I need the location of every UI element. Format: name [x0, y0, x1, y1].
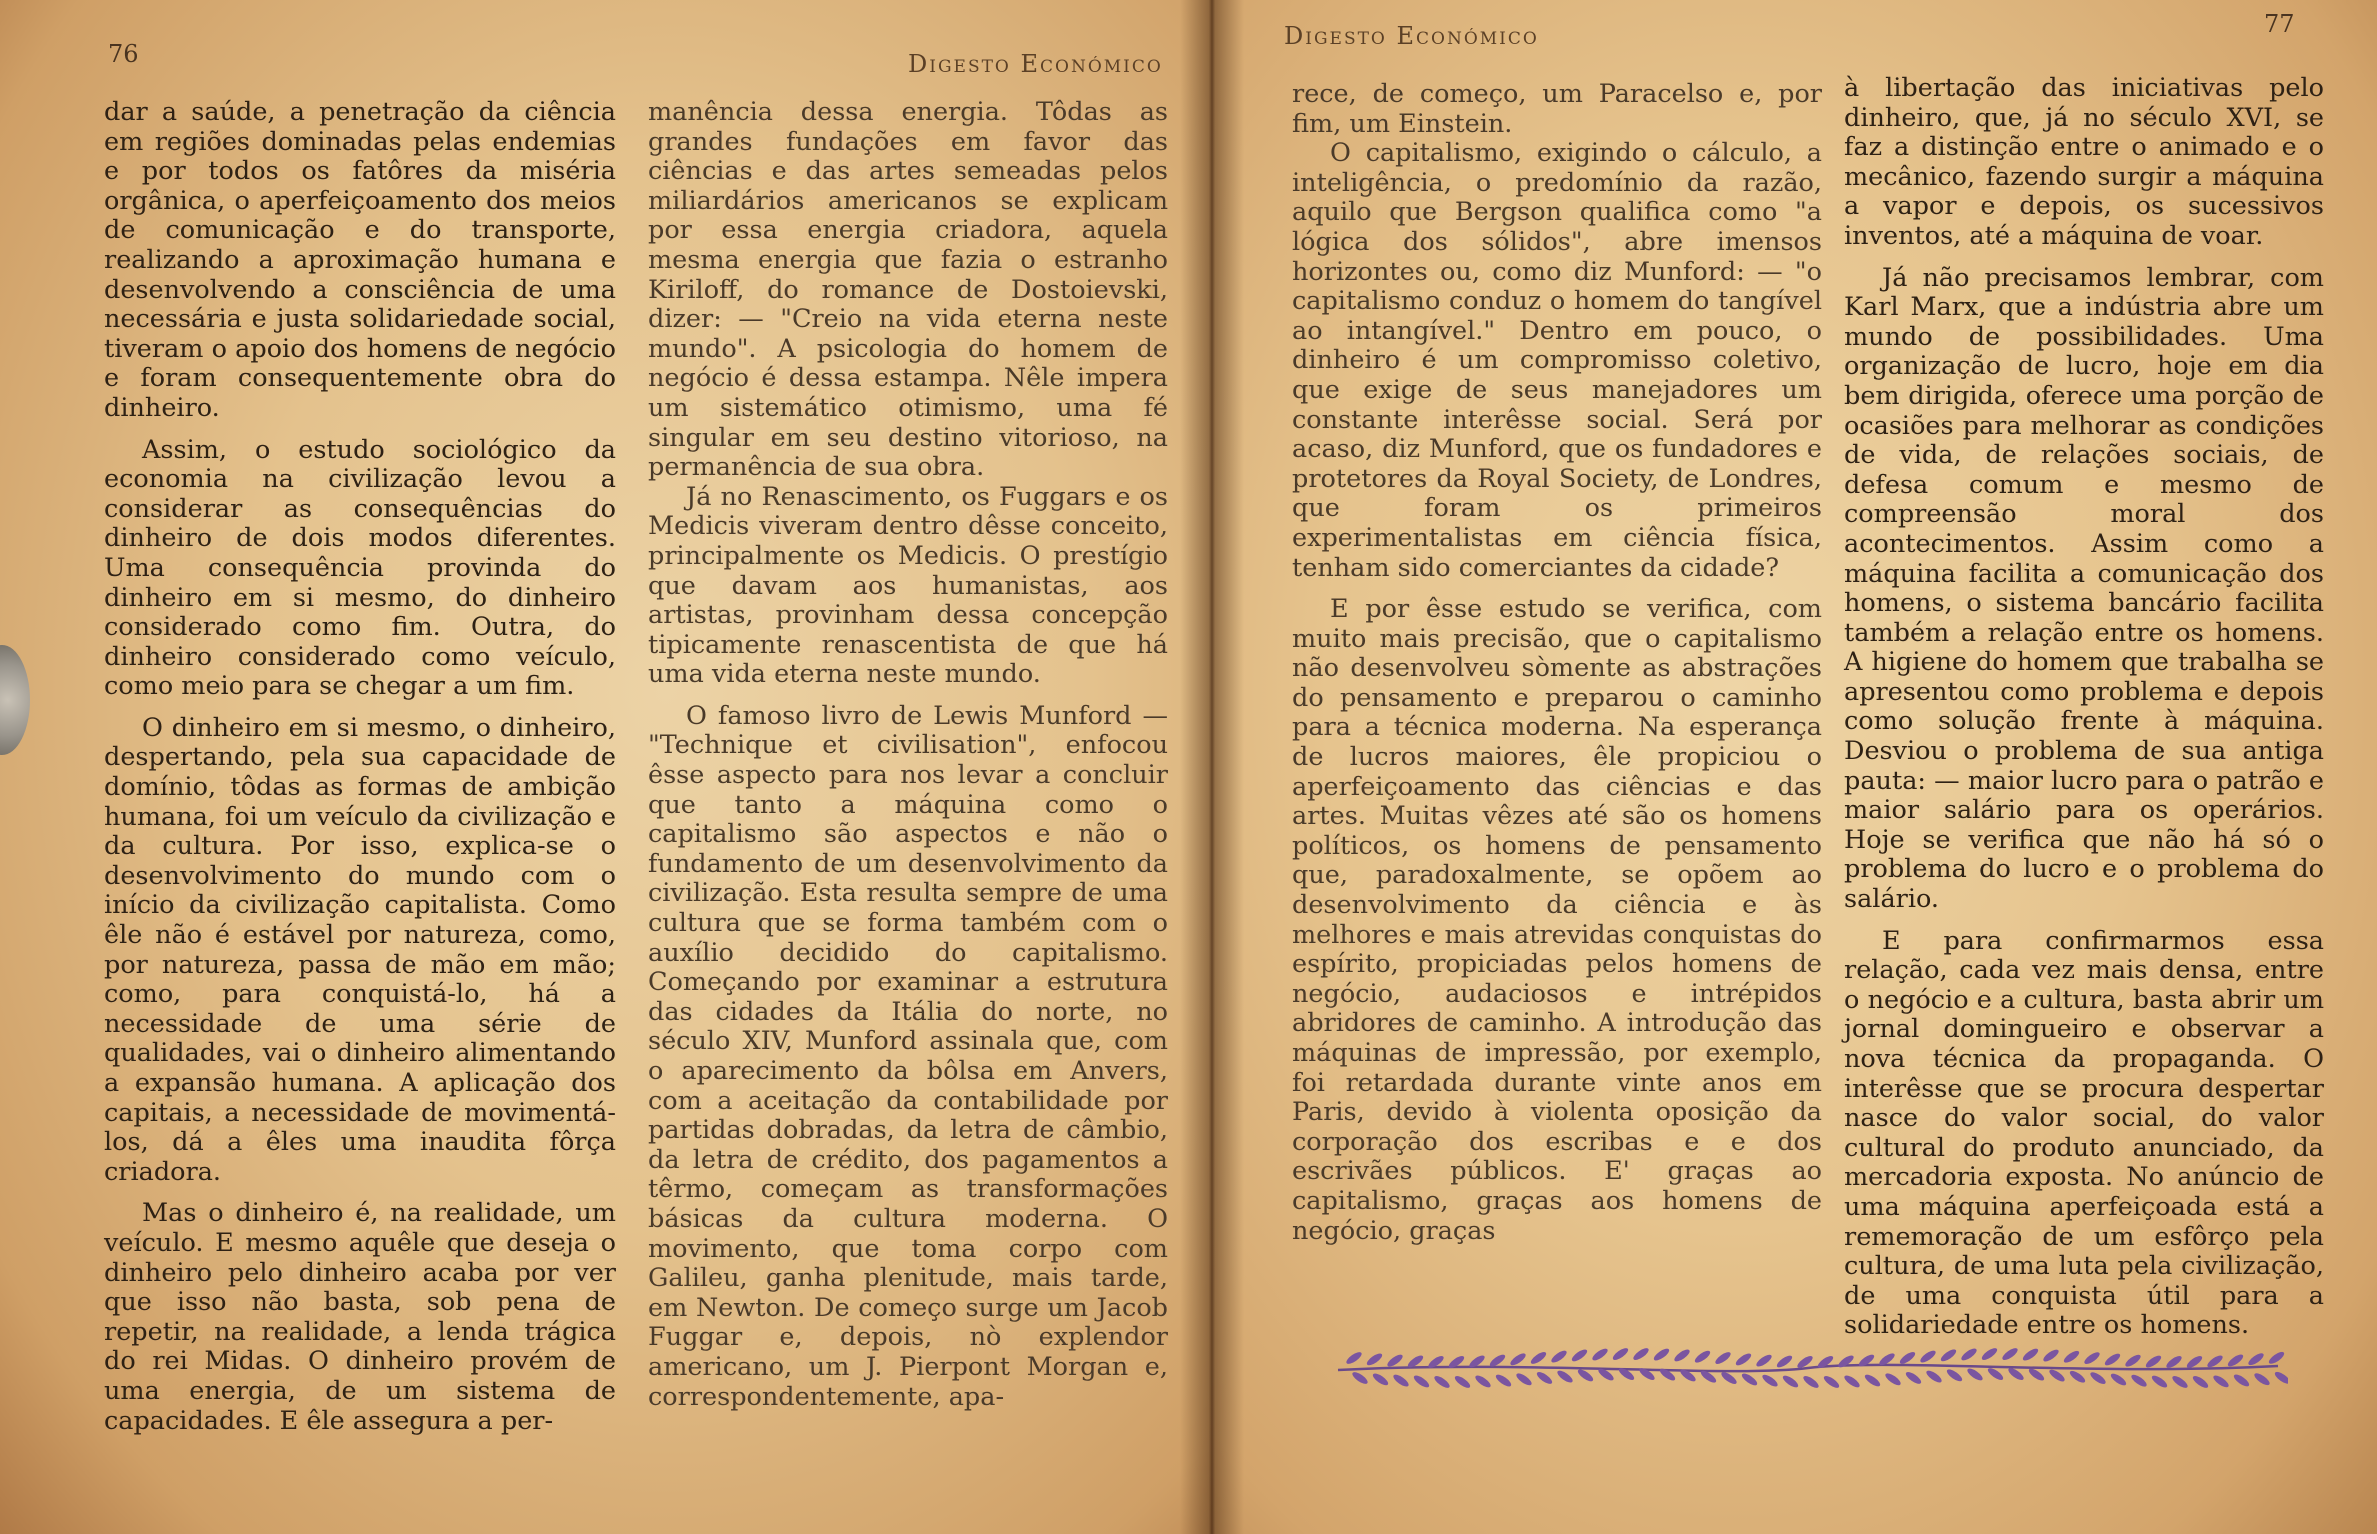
paragraph: E por êsse estudo se verifica, com muito mais precisão, que o capitalismo não desenvolveu sòmente as abstrações do pensamento e preparou o caminho para a técnica moderna. Na esperança de lucros maiores, êle propiciou o aperfeiçoamento das ciências e das artes. Muitas vêzes até são os homens políticos, os homens de pensamento que, paradoxalmente, se opõem ao desenvolvimento da ciência e às melhores e mais atrevidas conquistas do espírito, propiciadas pelos homens de negócio, audaciosos e intrépidos abridores de caminho. A introdução das máquinas de impressão, por exemplo, foi retardada durante vinte anos em Paris, devido à violenta oposição da corporação dos escribas e e dos escrivães públicos. E' graças ao capitalismo, graças aos homens de negócio, graças: [1292, 594, 1822, 1246]
paragraph: O capitalismo, exigindo o cálculo, a inteligência, o predomínio da razão, aquilo que Bergson qualifica como "a lógica dos sólidos", abre imensos horizontes ou, como diz Munford: — "o capitalismo conduz o homem do tangível ao intangível." Dentro em pouco, o dinheiro é um compromisso coletivo, que exige de seus manejadores um constante interêsse social. Será por acaso, diz Munford, que os fundadores e protetores da Royal Society, de Londres, que foram os primeiros experimentalistas em ciência física, tenham sido comerciantes da cidade?: [1292, 138, 1822, 583]
paragraph: dar a saúde, a penetração da ciência em regiões dominadas pelas endemias e por todos os fatôres da miséria orgânica, o aperfeiçoamento dos meios de comunicação e do transporte, realizando a aproximação humana e desenvolvendo a consciência de uma necessária e justa solidariedade social, tiveram o apoio dos homens de negócio e foram consequentemente obra do dinheiro.: [104, 97, 616, 423]
paragraph: à libertação das iniciativas pelo dinheiro, que, já no século XVI, se faz a distinção entre o animado e o mecânico, fazendo surgir a máquina a vapor e depois, os sucessivos inventos, até a máquina de voar.: [1844, 73, 2324, 251]
text-column-1: [104, 98, 616, 1436]
paragraph: Já não precisamos lembrar, com Karl Marx, que a indústria abre um mundo de possibilidades. Uma organização de lucro, hoje em dia bem dirigida, oferece uma porção de ocasiões para melhorar as condições de vida, de relações sociais, de defesa comum e mesmo de compreensão moral dos acontecimentos. Assim como a máquina facilita a comunicação dos homens, o sistema bancário facilita também a relação entre os homens. A higiene do homem que trabalha se apresentou como problema e depois como solução frente à máquina. Desviou o problema de sua antiga pauta: — maior lucro para o patrão e maior salário para os operários. Hoje se verifica que não há só o problema do lucro e o problema do salário.: [1844, 262, 2324, 915]
paragraph: manência dessa energia. Tôdas as grandes fundações em favor das ciências e das artes semeadas pelos miliardários americanos se explicam por essa energia criadora, aquela mesma energia que fazia o estranho Kiriloff, do romance de Dostoievski, dizer: — "Creio na vida eterna neste mundo". A psicologia do homem de negócio é dessa estampa. Nêle impera um sistemático otimismo, uma fé singular em seu destino vitorioso, na permanência de sua obra.: [648, 97, 1168, 483]
paragraph: E para confirmarmos essa relação, cada vez mais densa, entre o negócio e a cultura, basta abrir um jornal domingueiro e observar a nova técnica da propaganda. O interêsse que se procura despertar nasce do valor social, do valor cultural do produto anunciado, da mercadoria exposta. No anúncio de uma máquina aperfeiçoada está a rememoração de um esfôrço pela cultura, de uma luta pela civilização, de uma conquista útil para a solidariedade entre os homens.: [1844, 925, 2324, 1341]
laurel-vine-ornament: [1328, 1330, 2288, 1400]
right-page: [1212, 0, 2377, 1534]
paragraph: rece, de começo, um Paracelso e, por fim, um Einstein.: [1292, 79, 1822, 139]
text-column-2: [1844, 74, 2324, 1341]
page-number: 76: [108, 40, 139, 68]
running-head: Digesto Económico: [1284, 22, 1539, 50]
page-number: 77: [2264, 10, 2295, 38]
paragraph: O famoso livro de Lewis Munford — "Technique et civilisation", enfocou êsse aspecto para nos levar a concluir que tanto a máquina como o capitalismo são aspectos e não o fundamento de um desenvolvimento da civilização. Esta resulta sempre de uma cultura que se forma também com o auxílio decidido do capitalismo. Começando por examinar a estrutura das cidades da Itália do norte, no século XIV, Munford assinala que, com o aparecimento da bôlsa em Anvers, com a aceitação da contabilidade por partidas dobradas, da letra de câmbio, da letra de crédito, dos pagamentos a têrmo, começam as transformações básicas da cultura moderna. O movimento, que toma corpo com Galileu, ganha plenitude, mais tarde, em Newton. De começo surge um Jacob Fuggar e, depois, nò explendor americano, um J. Pierpont Morgan e, correspondentemente, apa-: [648, 700, 1168, 1412]
paragraph: Já no Renascimento, os Fuggars e os Medicis viveram dentro dêsse conceito, principalmente os Medicis. O prestígio que davam aos humanistas, aos artistas, provinham dessa concepção tipicamente renascentista de que há uma vida eterna neste mundo.: [648, 481, 1168, 690]
running-head: Digesto Económico: [908, 50, 1163, 78]
binder-hole: [0, 645, 30, 755]
book-gutter: [1180, 0, 1244, 1534]
text-column-2: [648, 98, 1168, 1412]
paragraph: O dinheiro em si mesmo, o dinheiro, despertando, pela sua capacidade de domínio, tôdas as formas de ambição humana, foi um veículo da civilização e da cultura. Por isso, explica-se o desenvolvimento do mundo com o início da civilização capitalista. Como êle não é estável por natureza, como, por natureza, passa de mão em mão; como, para conquistá-lo, há a necessidade de uma série de qualidades, vai o dinheiro alimentando a expansão humana. A aplicação dos capitais, a necessidade de movimentá-los, dá a êles uma inaudita fôrça criadora.: [104, 712, 616, 1187]
paragraph: Mas o dinheiro é, na realidade, um veículo. E mesmo aquêle que deseja o dinheiro pelo dinheiro acaba por ver que isso não basta, sob pena de repetir, na realidade, a lenda trágica do rei Midas. O dinheiro provém de uma energia, de um sistema de capacidades. E êle assegura a per-: [104, 1198, 616, 1436]
text-column-1: [1292, 80, 1822, 1246]
paragraph: Assim, o estudo sociológico da economia na civilização levou a considerar as consequências do dinheiro de dois modos diferentes. Uma consequência provinda do dinheiro em si mesmo, do dinheiro considerado como fim. Outra, do dinheiro considerado como veículo, como meio para se chegar a um fim.: [104, 434, 616, 702]
